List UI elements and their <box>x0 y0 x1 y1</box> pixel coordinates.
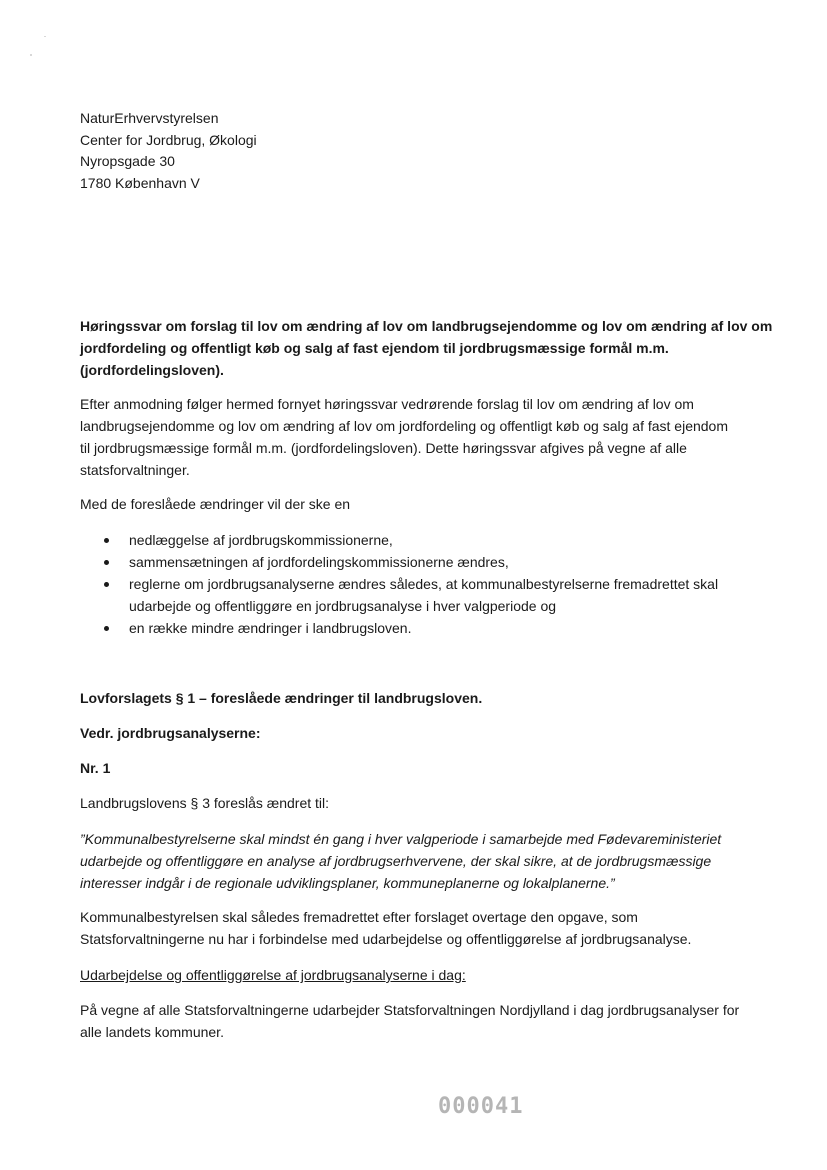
paragraph-line: landbrugsejendomme og lov om ændring af lov om jordfordeling og offentligt køb og salg af fast ejendom <box>80 418 729 434</box>
scan-speck <box>30 54 32 56</box>
subsection-heading: Vedr. jordbrugsanalyserne: <box>80 725 261 741</box>
address-line: NaturErhvervstyrelsen <box>80 110 219 126</box>
paragraph-line: Kommunalbestyrelsen skal således fremadrettet efter forslaget overtage den opgave, som <box>80 909 638 925</box>
heading-line: Høringssvar om forslag til lov om ændring af lov om landbrugsejendomme og lov om ændring af lov om <box>80 318 773 334</box>
paragraph-line: statsforvaltninger. <box>80 462 190 478</box>
quote-line: udarbejde og offentliggøre en analyse af jordbrugserhvervene, der skal sikre, at de jordbrugsmæssige <box>80 853 712 869</box>
paragraph-line: til jordbrugsmæssige formål m.m. (jordfordelingsloven). Dette høringssvar afgives på vegne af alle <box>80 440 687 456</box>
intro-paragraph <box>80 393 728 481</box>
quote-line: interesser indgår i de regionale udviklingsplaner, kommuneplanerne og lokalplanerne.” <box>80 875 615 891</box>
list-item: sammensætningen af jordfordelingskommissionerne ændres, <box>104 551 718 573</box>
document-heading <box>80 315 772 381</box>
paragraph-line: alle landets kommuner. <box>80 1024 224 1040</box>
heading-line: (jordfordelingsloven). <box>80 362 224 378</box>
recipient-address <box>80 108 257 194</box>
paragraph <box>80 906 691 950</box>
quote-line: ”Kommunalbestyrelserne skal mindst én gang i hver valgperiode i samarbejde med Fødevareministeriet <box>80 831 722 847</box>
list-item-line: reglerne om jordbrugsanalyserne ændres således, at kommunalbestyrelserne fremadrettet skal <box>129 576 719 592</box>
law-quote <box>80 828 721 894</box>
address-line: Center for Jordbrug, Økologi <box>80 131 257 148</box>
paragraph-line: På vegne af alle Statsforvaltningerne udarbejder Statsforvaltningen Nordjylland i dag jordbrugsanalyser for <box>80 1002 740 1018</box>
address-line: 1780 København V <box>80 174 200 191</box>
changes-intro: Med de foreslåede ændringer vil der ske en <box>80 496 351 512</box>
paragraph <box>80 999 739 1043</box>
list-item: nedlæggelse af jordbrugskommissionerne, <box>104 529 718 551</box>
list-item: en række mindre ændringer i landbrugsloven. <box>104 617 718 639</box>
list-item <box>104 573 718 617</box>
list-item-line: udarbejde og offentliggøre en jordbrugsanalyse i hver valgperiode og <box>129 598 557 614</box>
address-line: Nyropsgade 30 <box>80 153 175 169</box>
item-number: Nr. 1 <box>80 760 111 776</box>
section-heading: Lovforslagets § 1 – foreslåede ændringer til landbrugsloven. <box>80 690 483 706</box>
paragraph-line: Statsforvaltningerne nu har i forbindelse med udarbejdelse og offentliggørelse af jordbrugsanalyse. <box>80 931 692 947</box>
heading-line: jordfordeling og offentligt køb og salg af fast ejendom til jordbrugsmæssige formål m.m. <box>80 340 669 356</box>
paragraph-line: Efter anmodning følger hermed fornyet høringssvar vedrørende forslag til lov om ændring af lov om <box>80 396 694 412</box>
underlined-heading: Udarbejdelse og offentliggørelse af jordbrugsanalyserne i dag: <box>80 967 466 983</box>
scan-speck <box>44 36 46 37</box>
page-stamp: 000041 <box>438 1094 524 1119</box>
proposal-intro: Landbrugslovens § 3 foreslås ændret til: <box>80 795 330 811</box>
changes-list <box>104 529 718 639</box>
